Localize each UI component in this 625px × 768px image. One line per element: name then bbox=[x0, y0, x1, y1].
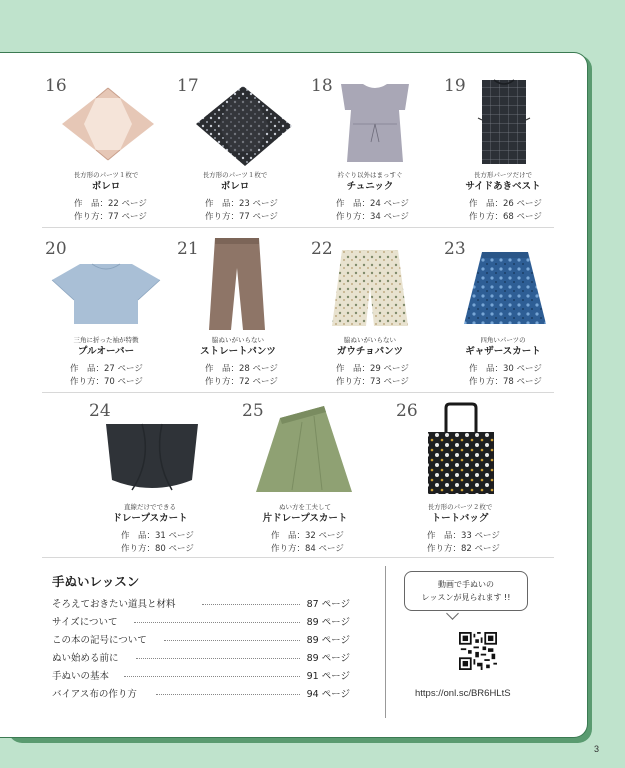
gaucho-pants-image bbox=[330, 246, 410, 330]
work-label: 作 品： bbox=[205, 364, 240, 374]
item-number: 17 bbox=[177, 76, 199, 96]
work-label: 作 品： bbox=[469, 364, 504, 374]
work-label: 作 品： bbox=[74, 199, 109, 209]
work-label: 作 品： bbox=[336, 364, 371, 374]
item-title: ストレートパンツ bbox=[200, 346, 276, 357]
work-label: 作 品： bbox=[121, 531, 156, 541]
make-page: 82 ページ bbox=[461, 544, 500, 554]
bolero-image bbox=[58, 84, 158, 164]
work-page: 28 ページ bbox=[239, 364, 278, 374]
item-pages bbox=[271, 530, 344, 556]
make-label: 作り方： bbox=[70, 377, 105, 387]
lessons-heading: 手ぬいレッスン bbox=[52, 574, 140, 589]
item-subtitle: 衿ぐり以外はまっすぐ bbox=[337, 171, 403, 179]
make-label: 作り方： bbox=[427, 544, 462, 554]
item-pages bbox=[121, 530, 194, 556]
item-title: 片ドレープスカート bbox=[262, 513, 348, 524]
video-speech-bubble bbox=[404, 571, 528, 611]
item-caption bbox=[433, 171, 573, 193]
video-text-line2: レッスンが見られます !! bbox=[421, 593, 511, 602]
work-label: 作 品： bbox=[336, 199, 371, 209]
work-page: 32 ページ bbox=[305, 531, 344, 541]
item-number: 19 bbox=[444, 76, 466, 96]
leader-dots bbox=[134, 622, 300, 623]
work-page: 30 ページ bbox=[503, 364, 542, 374]
item-number: 21 bbox=[177, 239, 199, 259]
work-page: 31 ページ bbox=[155, 531, 194, 541]
item-caption bbox=[390, 503, 530, 525]
item-pages bbox=[74, 198, 147, 224]
make-page: 72 ページ bbox=[239, 377, 278, 387]
video-text-line1: 動画で手ぬいの bbox=[438, 580, 494, 589]
lesson-page: 89 ページ bbox=[306, 653, 350, 664]
make-page: 73 ページ bbox=[370, 377, 409, 387]
make-label: 作り方： bbox=[469, 212, 504, 222]
row-divider bbox=[42, 557, 554, 558]
drape-skirt-image bbox=[102, 420, 202, 496]
item-subtitle: 長方形パーツだけで bbox=[473, 171, 533, 179]
item-title: ギャザースカート bbox=[465, 346, 541, 357]
leader-dots bbox=[136, 658, 300, 659]
item-caption bbox=[36, 171, 176, 193]
item-caption bbox=[80, 503, 220, 525]
lesson-row bbox=[52, 596, 350, 610]
item-title: トートバッグ bbox=[431, 513, 489, 524]
lesson-label: ぬい始める前に bbox=[52, 653, 119, 664]
item-subtitle: 脇ぬいがいらない bbox=[212, 336, 264, 344]
item-pages bbox=[336, 198, 409, 224]
leader-dots bbox=[202, 604, 300, 605]
leader-dots bbox=[164, 640, 300, 641]
item-pages bbox=[336, 363, 409, 389]
item-subtitle: 脇ぬいがいらない bbox=[344, 336, 396, 344]
row-divider bbox=[42, 392, 554, 393]
make-page: 77 ページ bbox=[239, 212, 278, 222]
item-caption bbox=[300, 171, 440, 193]
item-number: 23 bbox=[444, 239, 466, 259]
lesson-page: 87 ページ bbox=[306, 599, 350, 610]
item-title: ボレロ bbox=[220, 181, 250, 192]
item-number: 24 bbox=[89, 401, 111, 421]
make-label: 作り方： bbox=[121, 544, 156, 554]
item-subtitle: 三角に折った袖が特徴 bbox=[73, 336, 139, 344]
work-label: 作 品： bbox=[427, 531, 462, 541]
item-subtitle: 長方形のパーツ２枚で bbox=[427, 503, 493, 511]
item-subtitle: 四角いパーツの bbox=[480, 336, 526, 344]
work-label: 作 品： bbox=[469, 199, 504, 209]
leader-dots bbox=[156, 694, 300, 695]
work-label: 作 品： bbox=[271, 531, 306, 541]
work-page: 24 ページ bbox=[370, 199, 409, 209]
item-title: プルオーバー bbox=[77, 346, 135, 357]
pullover-image bbox=[50, 260, 162, 328]
bolero-print-image bbox=[193, 84, 295, 168]
tunic-image bbox=[335, 80, 415, 166]
item-subtitle: ぬい方を工夫して bbox=[279, 503, 331, 511]
lesson-label: そろえておきたい道具と材料 bbox=[52, 599, 176, 610]
make-page: 68 ページ bbox=[503, 212, 542, 222]
item-caption bbox=[433, 336, 573, 358]
lesson-label: 手ぬいの基本 bbox=[52, 671, 110, 682]
lesson-page: 91 ページ bbox=[306, 671, 350, 682]
make-label: 作り方： bbox=[336, 377, 371, 387]
work-page: 22 ページ bbox=[108, 199, 147, 209]
item-caption bbox=[36, 336, 176, 358]
item-subtitle: 長方形のパーツ１枚で bbox=[202, 171, 268, 179]
item-number: 18 bbox=[311, 76, 333, 96]
lesson-row bbox=[52, 650, 350, 664]
make-label: 作り方： bbox=[469, 377, 504, 387]
item-number: 20 bbox=[45, 239, 67, 259]
make-page: 77 ページ bbox=[108, 212, 147, 222]
lesson-page: 89 ページ bbox=[306, 635, 350, 646]
make-label: 作り方： bbox=[336, 212, 371, 222]
straight-pants-image bbox=[205, 234, 269, 334]
work-page: 26 ページ bbox=[503, 199, 542, 209]
lesson-row bbox=[52, 686, 350, 700]
make-label: 作り方： bbox=[74, 212, 109, 222]
work-label: 作 品： bbox=[205, 199, 240, 209]
item-caption bbox=[300, 336, 440, 358]
item-title: ドレープスカート bbox=[112, 513, 188, 524]
qr-code[interactable] bbox=[459, 632, 497, 670]
item-title: ガウチョパンツ bbox=[336, 346, 404, 357]
work-label: 作 品： bbox=[70, 364, 105, 374]
item-subtitle: 直線だけでできる bbox=[124, 503, 176, 511]
item-pages bbox=[205, 198, 278, 224]
item-pages bbox=[205, 363, 278, 389]
leader-dots bbox=[124, 676, 300, 677]
vertical-divider bbox=[385, 566, 386, 718]
make-page: 70 ページ bbox=[104, 377, 143, 387]
item-caption bbox=[168, 336, 308, 358]
lesson-label: この本の記号について bbox=[52, 635, 147, 646]
side-open-vest-image bbox=[472, 78, 536, 168]
item-title: サイドあきベスト bbox=[465, 181, 541, 192]
make-page: 80 ページ bbox=[155, 544, 194, 554]
item-pages bbox=[469, 363, 542, 389]
work-page: 27 ページ bbox=[104, 364, 143, 374]
make-label: 作り方： bbox=[271, 544, 306, 554]
row-divider bbox=[42, 227, 554, 228]
lesson-label: サイズについて bbox=[52, 617, 118, 628]
item-subtitle: 長方形のパーツ１枚で bbox=[73, 171, 139, 179]
item-title: チュニック bbox=[346, 181, 394, 192]
item-number: 16 bbox=[45, 76, 67, 96]
lesson-row bbox=[52, 632, 350, 646]
item-caption bbox=[235, 503, 375, 525]
lesson-row bbox=[52, 668, 350, 682]
item-title: ボレロ bbox=[91, 181, 121, 192]
page-number: 3 bbox=[593, 744, 599, 754]
tote-bag-image bbox=[424, 402, 498, 498]
item-number: 22 bbox=[311, 239, 333, 259]
item-number: 25 bbox=[242, 401, 264, 421]
make-label: 作り方： bbox=[205, 212, 240, 222]
item-number: 26 bbox=[396, 401, 418, 421]
gather-skirt-image bbox=[462, 248, 548, 328]
work-page: 23 ページ bbox=[239, 199, 278, 209]
item-pages bbox=[427, 530, 500, 556]
work-page: 29 ページ bbox=[370, 364, 409, 374]
item-caption bbox=[165, 171, 305, 193]
make-page: 34 ページ bbox=[370, 212, 409, 222]
video-url-link[interactable]: https://onl.sc/BR6HLtS bbox=[415, 688, 511, 699]
item-pages bbox=[70, 363, 143, 389]
make-page: 78 ページ bbox=[503, 377, 542, 387]
lesson-page: 94 ページ bbox=[306, 689, 350, 700]
item-pages bbox=[469, 198, 542, 224]
one-side-drape-skirt-image bbox=[252, 402, 356, 498]
lesson-page: 89 ページ bbox=[306, 617, 350, 628]
make-label: 作り方： bbox=[205, 377, 240, 387]
make-page: 84 ページ bbox=[305, 544, 344, 554]
lesson-label: バイアス布の作り方 bbox=[52, 689, 137, 700]
work-page: 33 ページ bbox=[461, 531, 500, 541]
lesson-row bbox=[52, 614, 350, 628]
